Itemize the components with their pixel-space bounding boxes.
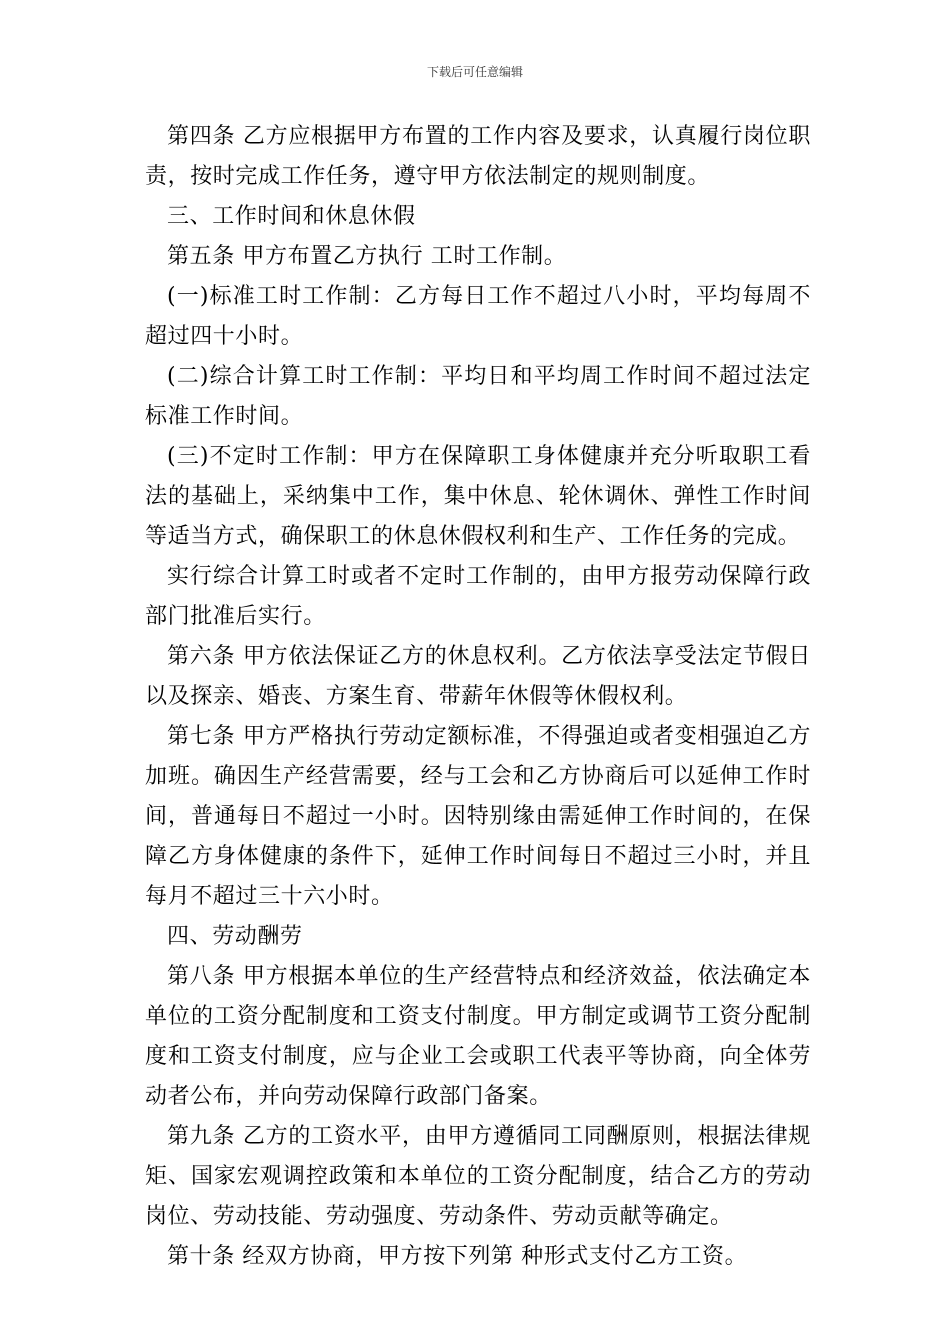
paragraph-comprehensive-hours: (二)综合计算工时工作制：平均日和平均周工作时间不超过法定标准工作时间。 xyxy=(145,364,811,429)
paragraph-article-9: 第九条 乙方的工资水平，由甲方遵循同工同酬原则，根据法律规矩、国家宏观调控政策和本单位的工资分配制度，结合乙方的劳动岗位、劳动技能、劳动强度、劳动条件、劳动贡献等确定。 xyxy=(145,1124,811,1229)
paragraph-standard-hours: (一)标准工时工作制：乙方每日工作不超过八小时，平均每周不超过四十小时。 xyxy=(145,284,811,349)
paragraph-flexible-hours: (三)不定时工作制：甲方在保障职工身体健康并充分听取职工看法的基础上，采纳集中工作，集中休息、轮休调休、弹性工作时间等适当方式，确保职工的休息休假权利和生产、工作任务的完成。 xyxy=(145,444,811,549)
section-heading-work-hours: 三、工作时间和休息休假 xyxy=(167,204,416,229)
paragraph-article-5: 第五条 甲方布置乙方执行 工时工作制。 xyxy=(167,244,567,269)
paragraph-approval: 实行综合计算工时或者不定时工作制的，由甲方报劳动保障行政部门批准后实行。 xyxy=(145,564,811,629)
document-body xyxy=(145,117,811,1277)
paragraph-article-10: 第十条 经双方协商，甲方按下列第 种形式支付乙方工资。 xyxy=(167,1244,748,1269)
paragraph-article-7: 第七条 甲方严格执行劳动定额标准，不得强迫或者变相强迫乙方加班。确因生产经营需要，经与工会和乙方协商后可以延伸工作时间，普通每日不超过一小时。因特别缘由需延伸工作时间的，在保障乙方身体健康的条件下，延伸工作时间每日不超过三小时，并且每月不超过三十六小时。 xyxy=(145,724,811,909)
page-header: 下载后可任意编辑 xyxy=(426,65,523,79)
section-heading-remuneration: 四、劳动酬劳 xyxy=(167,924,303,949)
paragraph-article-4: 第四条 乙方应根据甲方布置的工作内容及要求，认真履行岗位职责，按时完成工作任务，遵守甲方依法制定的规则制度。 xyxy=(145,124,811,189)
paragraph-article-6: 第六条 甲方依法保证乙方的休息权利。乙方依法享受法定节假日以及探亲、婚丧、方案生育、带薪年休假等休假权利。 xyxy=(145,644,811,709)
paragraph-article-8: 第八条 甲方根据本单位的生产经营特点和经济效益，依法确定本单位的工资分配制度和工资支付制度。甲方制定或调节工资分配制度和工资支付制度，应与企业工会或职工代表平等协商，向全体劳动者公布，并向劳动保障行政部门备案。 xyxy=(145,964,811,1109)
